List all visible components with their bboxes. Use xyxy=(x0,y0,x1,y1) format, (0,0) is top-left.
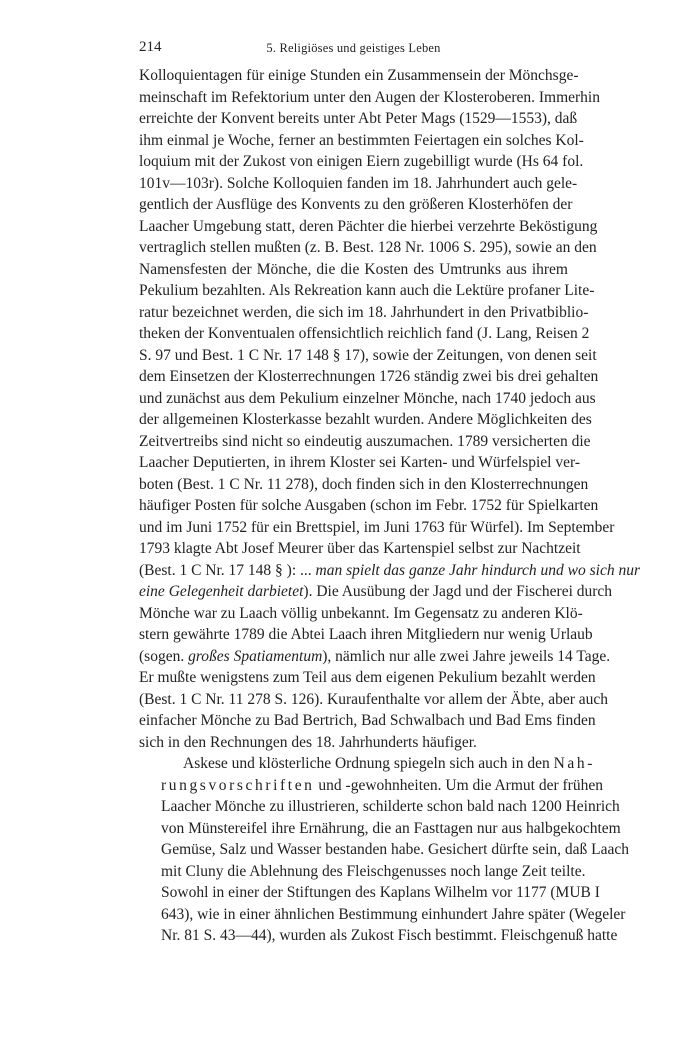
text-line: meinschaft im Refektorium unter den Augen der Klosteroberen. Immerhin xyxy=(139,88,600,106)
body-text xyxy=(139,65,641,947)
text-line: von Münstereifel ihre Ernährung, die an Fasttagen nur aus halbgekochtem xyxy=(161,819,621,837)
text-line: gentlich der Ausflüge des Konvents zu den größeren Klosterhöfen der xyxy=(139,196,573,213)
text-line xyxy=(139,581,613,603)
page-number: 214 xyxy=(139,39,162,55)
text-line xyxy=(139,775,603,797)
emphasis-spaced: Nah- xyxy=(553,755,596,772)
text-line: stern gewährte 1789 die Abtei Laach ihren Mitgliedern nur wenig Urlaub xyxy=(139,626,593,643)
quotation-italic: eine Gelegenheit darbietet xyxy=(139,583,304,600)
text-line: Sowohl in einer der Stiftungen des Kaplans Wilhelm vor 1177 (MUB I xyxy=(161,884,600,901)
line-text: und -gewohnheiten. Um die Armut der frühen xyxy=(314,776,603,794)
text-line: Pekulium bezahlten. Als Rekreation kann auch die Lektüre profaner Lite- xyxy=(139,282,595,299)
text-line: und im Juni 1752 für ein Brettspiel, im Juni 1763 für Würfel). Im September xyxy=(139,518,615,536)
text-line: 1793 klagte Abt Josef Meurer über das Kartenspiel selbst zur Nachtzeit xyxy=(139,540,581,557)
emphasis-spaced: rungsvorschriften xyxy=(161,776,315,794)
text-line: 101v—103r). Solche Kolloquien fanden im 18. Jahrhundert auch gele- xyxy=(139,174,578,192)
text-line: theken der Konventualen offensichtlich reichlich fand (J. Lang, Reisen 2 xyxy=(139,325,590,342)
text-line: ratur bezeichnet werden, die sich im 18. Jahrhundert in den Privatbiblio- xyxy=(139,303,589,321)
text-line: Namensfesten der Mönche, die die Kosten des Umtrunks aus ihrem xyxy=(139,260,568,278)
line-text: ), nämlich nur alle zwei Jahre jeweils 14 Tage. xyxy=(322,647,611,665)
text-line: dem Einsetzen der Klosterrechnungen 1726 ständig zwei bis drei gehalten xyxy=(139,368,599,385)
paragraph-recreation xyxy=(139,65,641,753)
text-line: Mönche war zu Laach völlig unbekannt. Im Gegensatz zu anderen Klö- xyxy=(139,604,583,622)
text-line: und zunächst aus dem Pekulium einzelner Mönche, nach 1740 jedoch aus xyxy=(139,389,596,407)
text-line: einfacher Mönche zu Bad Bertrich, Bad Schwalbach und Bad Ems finden xyxy=(139,712,596,729)
text-line: der allgemeinen Klosterkasse bezahlt wurden. Andere Möglichkeiten des xyxy=(139,411,592,428)
text-line xyxy=(139,646,611,668)
text-line: Laacher Umgebung statt, deren Pächter die hierbei verzehrte Beköstigung xyxy=(139,217,598,235)
line-text: (sogen. xyxy=(139,647,189,665)
text-line: mit Cluny die Ablehnung des Fleischgenusses noch lange Zeit teilte. xyxy=(161,862,586,880)
text-line xyxy=(139,753,596,775)
citation-text: (Best. 1 C Nr. 17 148 § ): ... xyxy=(139,561,316,579)
text-line xyxy=(139,560,641,582)
text-line: sich in den Rechnungen des 18. Jahrhunderts häufiger. xyxy=(139,733,477,751)
text-line: Nr. 81 S. 43—44), wurden als Zukost Fisch bestimmt. Fleischgenuß hatte xyxy=(161,927,618,944)
text-line: ihm einmal je Woche, ferner an bestimmten Feiertagen ein solches Kol- xyxy=(139,131,584,149)
running-head xyxy=(139,37,568,57)
text-line: Er mußte wenigstens zum Teil aus dem eigenen Pekulium bezahlt werden xyxy=(139,669,596,686)
line-text: ). Die Ausübung der Jagd und der Fischerei durch xyxy=(303,583,613,600)
text-line: Gemüse, Salz und Wasser bestanden habe. Gesichert dürfte sein, daß Laach xyxy=(161,841,630,858)
text-line: vertraglich stellen mußten (z. B. Best. 128 Nr. 1006 S. 295), sowie an den xyxy=(139,239,597,256)
text-line: Laacher Mönche zu illustrieren, schilderte schon bald nach 1200 Heinrich xyxy=(161,798,620,815)
quotation-italic: man spielt das ganze Jahr hindurch und wo sich nur xyxy=(315,561,641,579)
text-line: erreichte der Konvent bereits unter Abt Peter Mags (1529—1553), daß xyxy=(139,110,578,127)
term-italic: großes Spatiamentum xyxy=(188,647,323,665)
text-line: Zeitvertreibs sind nicht so eindeutig auszumachen. 1789 versicherten die xyxy=(139,432,591,450)
text-line: loquium mit der Zukost von einigen Eiern zugebilligt wurde (Hs 64 fol. xyxy=(139,153,584,170)
text-line: Kolloquientagen für einige Stunden ein Zusammensein der Mönchsge- xyxy=(139,67,579,84)
paragraph-nutrition xyxy=(139,753,630,947)
line-text: Askese und klösterliche Ordnung spiegeln sich auch in den xyxy=(183,755,554,772)
text-line: Laacher Deputierten, in ihrem Kloster sei Karten- und Würfelspiel ver- xyxy=(139,454,580,471)
text-line: S. 97 und Best. 1 C Nr. 17 148 § 17), sowie der Zeitungen, von denen seit xyxy=(139,346,597,364)
text-line: häufiger Posten für solche Ausgaben (schon im Febr. 1752 für Spielkarten xyxy=(139,497,599,514)
text-line: boten (Best. 1 C Nr. 11 278), doch finden sich in den Klosterrechnungen xyxy=(139,475,589,493)
chapter-title: 5. Religiöses und geistiges Leben xyxy=(266,41,441,55)
text-line: (Best. 1 C Nr. 11 278 S. 126). Kuraufenthalte vor allem der Äbte, aber auch xyxy=(139,690,609,708)
text-line: 643), wie in einer ähnlichen Bestimmung einhundert Jahre später (Wegeler xyxy=(161,905,626,923)
